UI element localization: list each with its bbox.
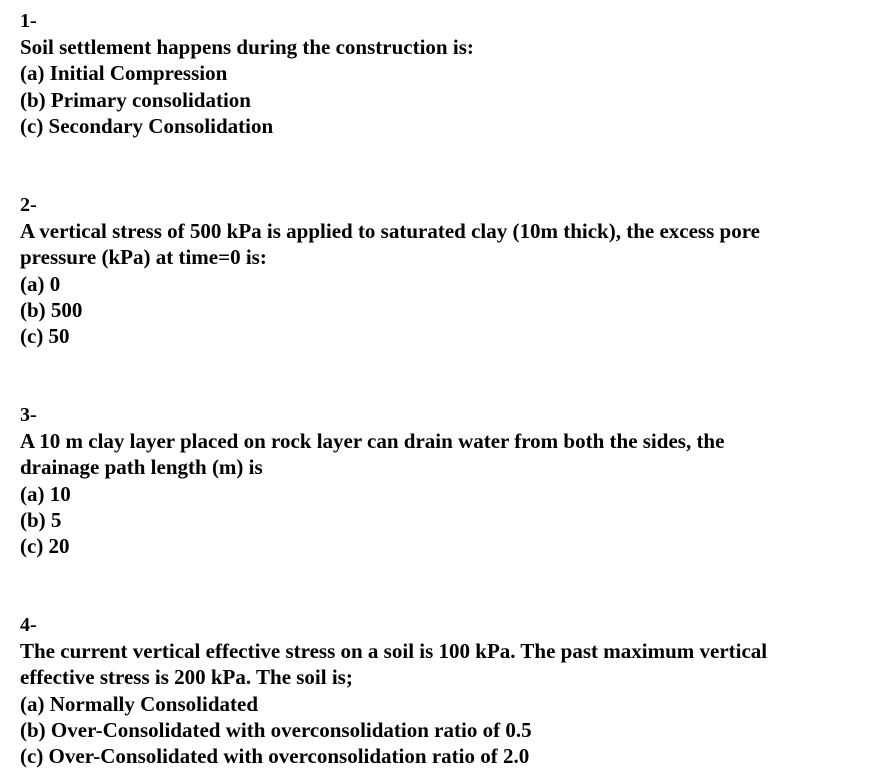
question-number: 2- xyxy=(20,194,37,216)
question-stem: A vertical stress of 500 kPa is applied to saturated clay (10m thick), the excess pore xyxy=(20,219,760,244)
question-stem: drainage path length (m) is xyxy=(20,455,263,480)
option-a: (a) 0 xyxy=(20,271,61,296)
question-stem: A 10 m clay layer placed on rock layer can drain water from both the sides, the xyxy=(20,429,725,454)
question-4 xyxy=(20,612,860,769)
option-a: (a) Normally Consolidated xyxy=(20,691,258,716)
question-number: 1- xyxy=(20,10,37,32)
option-c: (c) Over-Consolidated with overconsolidation ratio of 2.0 xyxy=(20,744,530,769)
option-a: (a) 10 xyxy=(20,481,71,506)
question-3 xyxy=(20,402,860,559)
question-1 xyxy=(20,8,860,139)
option-c: (c) 20 xyxy=(20,534,70,559)
question-stem: pressure (kPa) at time=0 is: xyxy=(20,245,267,270)
option-b: (b) 5 xyxy=(20,507,62,532)
question-number: 3- xyxy=(20,404,37,426)
option-b: (b) Over-Consolidated with overconsolidation ratio of 0.5 xyxy=(20,717,532,742)
question-number: 4- xyxy=(20,614,37,636)
question-stem: The current vertical effective stress on a soil is 100 kPa. The past maximum vertical xyxy=(20,639,768,664)
option-c: (c) Secondary Consolidation xyxy=(20,113,274,138)
option-a: (a) Initial Compression xyxy=(20,61,228,86)
question-stem: Soil settlement happens during the construction is: xyxy=(20,35,474,60)
question-stem: effective stress is 200 kPa. The soil is; xyxy=(20,665,353,690)
question-2 xyxy=(20,192,860,349)
option-c: (c) 50 xyxy=(20,324,70,349)
option-b: (b) Primary consolidation xyxy=(20,87,251,112)
option-b: (b) 500 xyxy=(20,297,83,322)
